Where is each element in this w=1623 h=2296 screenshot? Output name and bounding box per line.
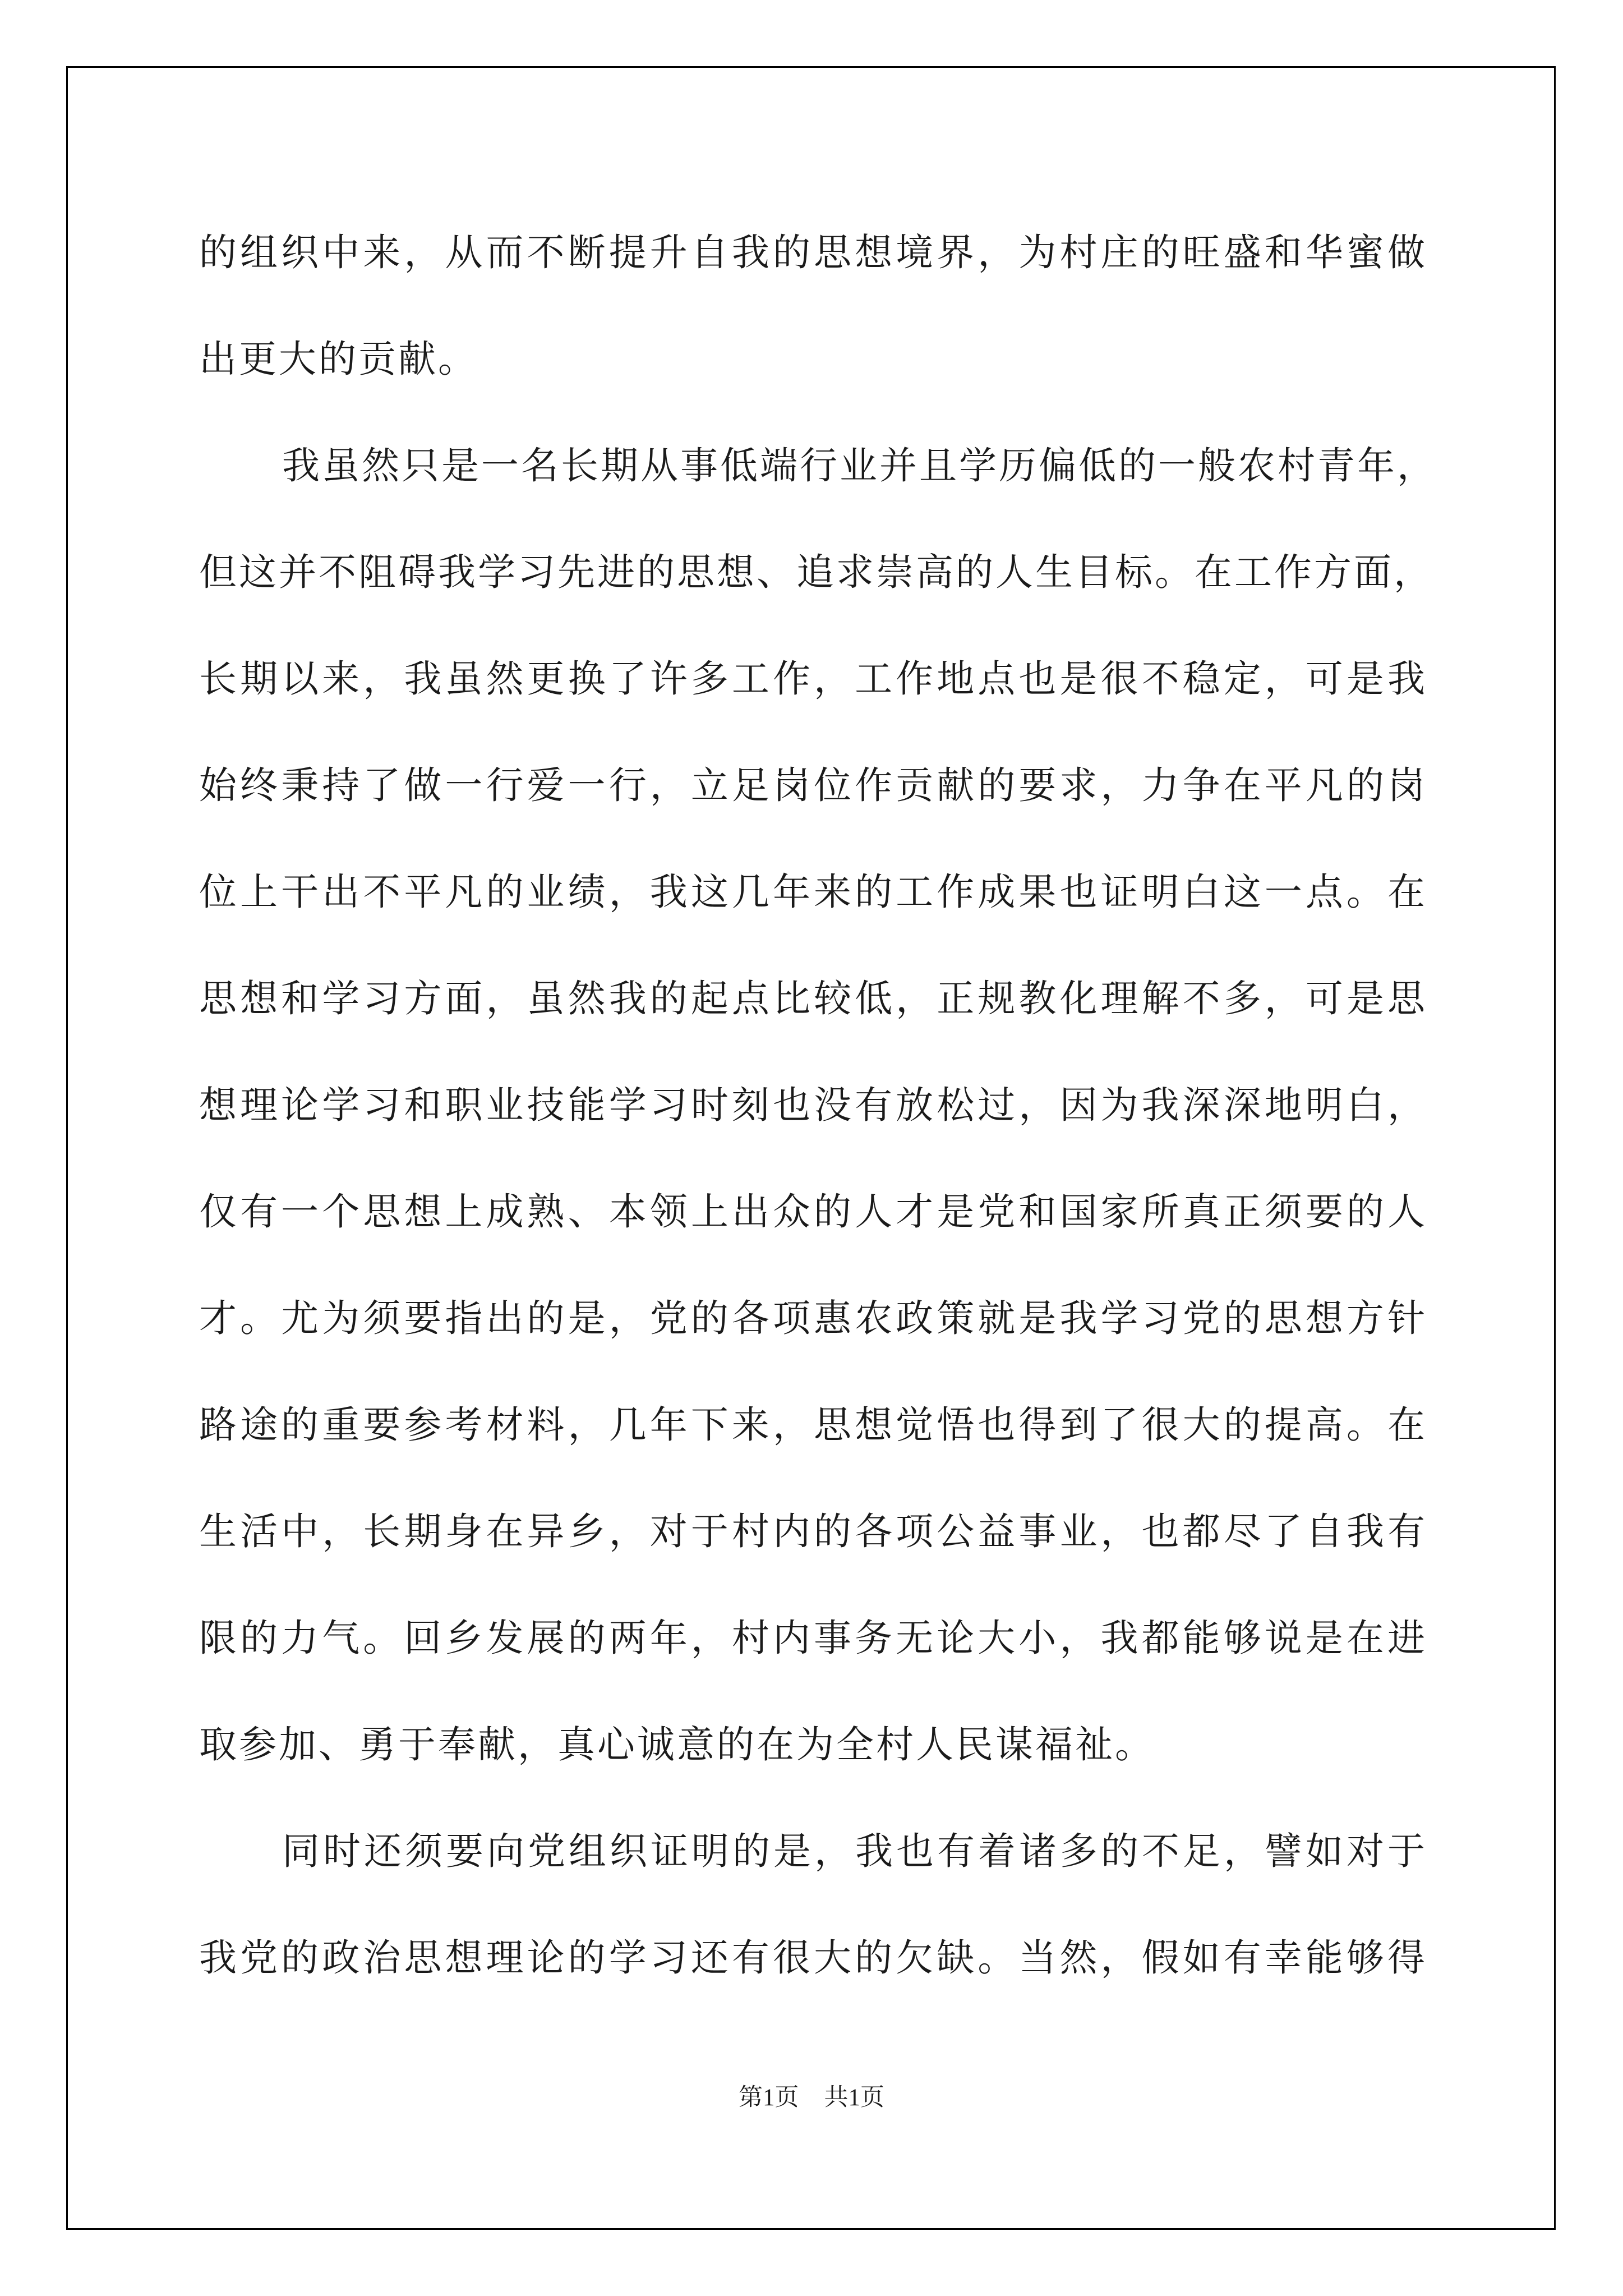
text-line: 我党的政治思想理论的学习还有很大的欠缺。当然，假如有幸能够得 <box>199 1936 1427 1980</box>
text-line: 生活中，长期身在异乡，对于村内的各项公益事业，也都尽了自我有 <box>199 1510 1427 1553</box>
page-total: 共1页 <box>824 2085 884 2111</box>
text-line: 才。尤为须要指出的是，党的各项惠农政策就是我学习党的思想方针 <box>199 1296 1427 1340</box>
text-line: 思想和学习方面，虽然我的起点比较低，正规教化理解不多，可是思 <box>199 977 1427 1020</box>
text-line: 想理论学习和职业技能学习时刻也没有放松过，因为我深深地明白， <box>199 1083 1427 1127</box>
text-line: 但这并不阻碍我学习先进的思想、追求崇高的人生目标。在工作方面， <box>199 550 1433 594</box>
text-line: 出更大的贡献。 <box>199 337 478 381</box>
text-line: 的组织中来，从而不断提升自我的思想境界，为村庄的旺盛和华蜜做 <box>199 231 1427 274</box>
paragraph-first-line: 同时还须要向党组织证明的是，我也有着诸多的不足，譬如对于 <box>282 1829 1427 1873</box>
text-line: 始终秉持了做一行爱一行，立足岗位作贡献的要求，力争在平凡的岗 <box>199 763 1427 807</box>
text-line: 仅有一个思想上成熟、本领上出众的人才是党和国家所真正须要的人 <box>199 1190 1427 1234</box>
page-footer <box>0 2078 1623 2113</box>
page-number: 第1页 <box>739 2085 799 2111</box>
text-line: 位上干出不平凡的业绩，我这几年来的工作成果也证明白这一点。在 <box>199 870 1427 914</box>
paragraph-first-line: 我虽然只是一名长期从事低端行业并且学历偏低的一般农村青年， <box>282 444 1437 487</box>
document-body <box>199 213 1437 2025</box>
text-line: 限的力气。回乡发展的两年，村内事务无论大小，我都能够说是在进 <box>199 1616 1427 1660</box>
text-line: 长期以来，我虽然更换了许多工作，工作地点也是很不稳定，可是我 <box>199 657 1427 701</box>
text-line: 路途的重要参考材料，几年下来，思想觉悟也得到了很大的提高。在 <box>199 1403 1427 1447</box>
text-line: 取参加、勇于奉献，真心诚意的在为全村人民谋福祉。 <box>199 1723 1155 1766</box>
